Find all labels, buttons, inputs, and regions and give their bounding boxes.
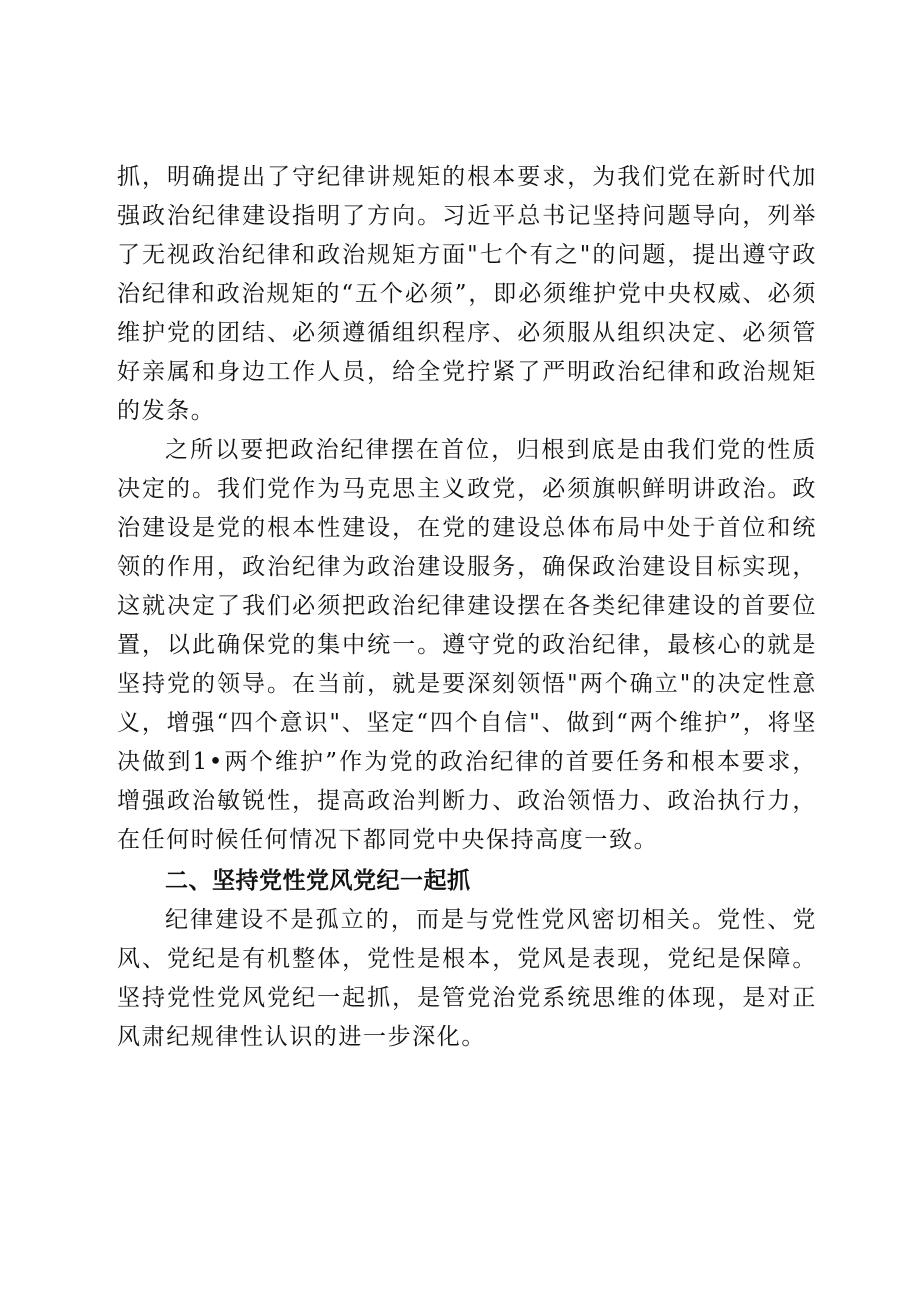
document-body	[117, 158, 817, 1057]
section-heading: 二、坚持党性党风党纪一起抓	[165, 868, 471, 894]
paragraph-political-discipline: 之所以要把政治纪律摆在首位，归根到底是由我们党的性质决定的。我们党作为马克思主义政党，必须旗帜鲜明讲政治。政治建设是党的根本性建设，在党的建设总体布局中处于首位和统领的作用，政治纪律为政治建设服务，确保政治建设目标实现，这就决定了我们必须把政治纪律建设摆在各类纪律建设的首要位置，以此确保党的集中统一。遵守党的政治纪律，最核心的就是坚持党的领导。在当前，就是要深刻领悟"两个确立"的决定性意义，增强“四个意识"、坚定“四个自信"、做到“两个维护”，将坚决做到1•两个维护”作为党的政治纪律的首要任务和根本要求，增强政治敏锐性，提高政治判断力、政治领悟力、政治执行力，在任何时候任何情况下都同党中央保持高度一致。	[117, 437, 817, 853]
paragraph-continuation: 抓，明确提出了守纪律讲规矩的根本要求，为我们党在新时代加强政治纪律建设指明了方向。习近平总书记坚持问题导向，列举了无视政治纪律和政治规矩方面"七个有之"的问题，提出遵守政治纪律和政治规矩的“五个必须”，即必须维护党中央权威、必须维护党的团结、必须遵循组织程序、必须服从组织决定、必须管好亲属和身边工作人员，给全党拧紧了严明政治纪律和政治规矩的发条。	[117, 164, 817, 424]
paragraph-party-spirit: 纪律建设不是孤立的，而是与党性党风密切相关。党性、党风、党纪是有机整体，党性是根本，党风是表现，党纪是保障。坚持党性党风党纪一起抓，是管党治党系统思维的体现，是对正风肃纪规律性认识的进一步深化。	[117, 907, 817, 1050]
